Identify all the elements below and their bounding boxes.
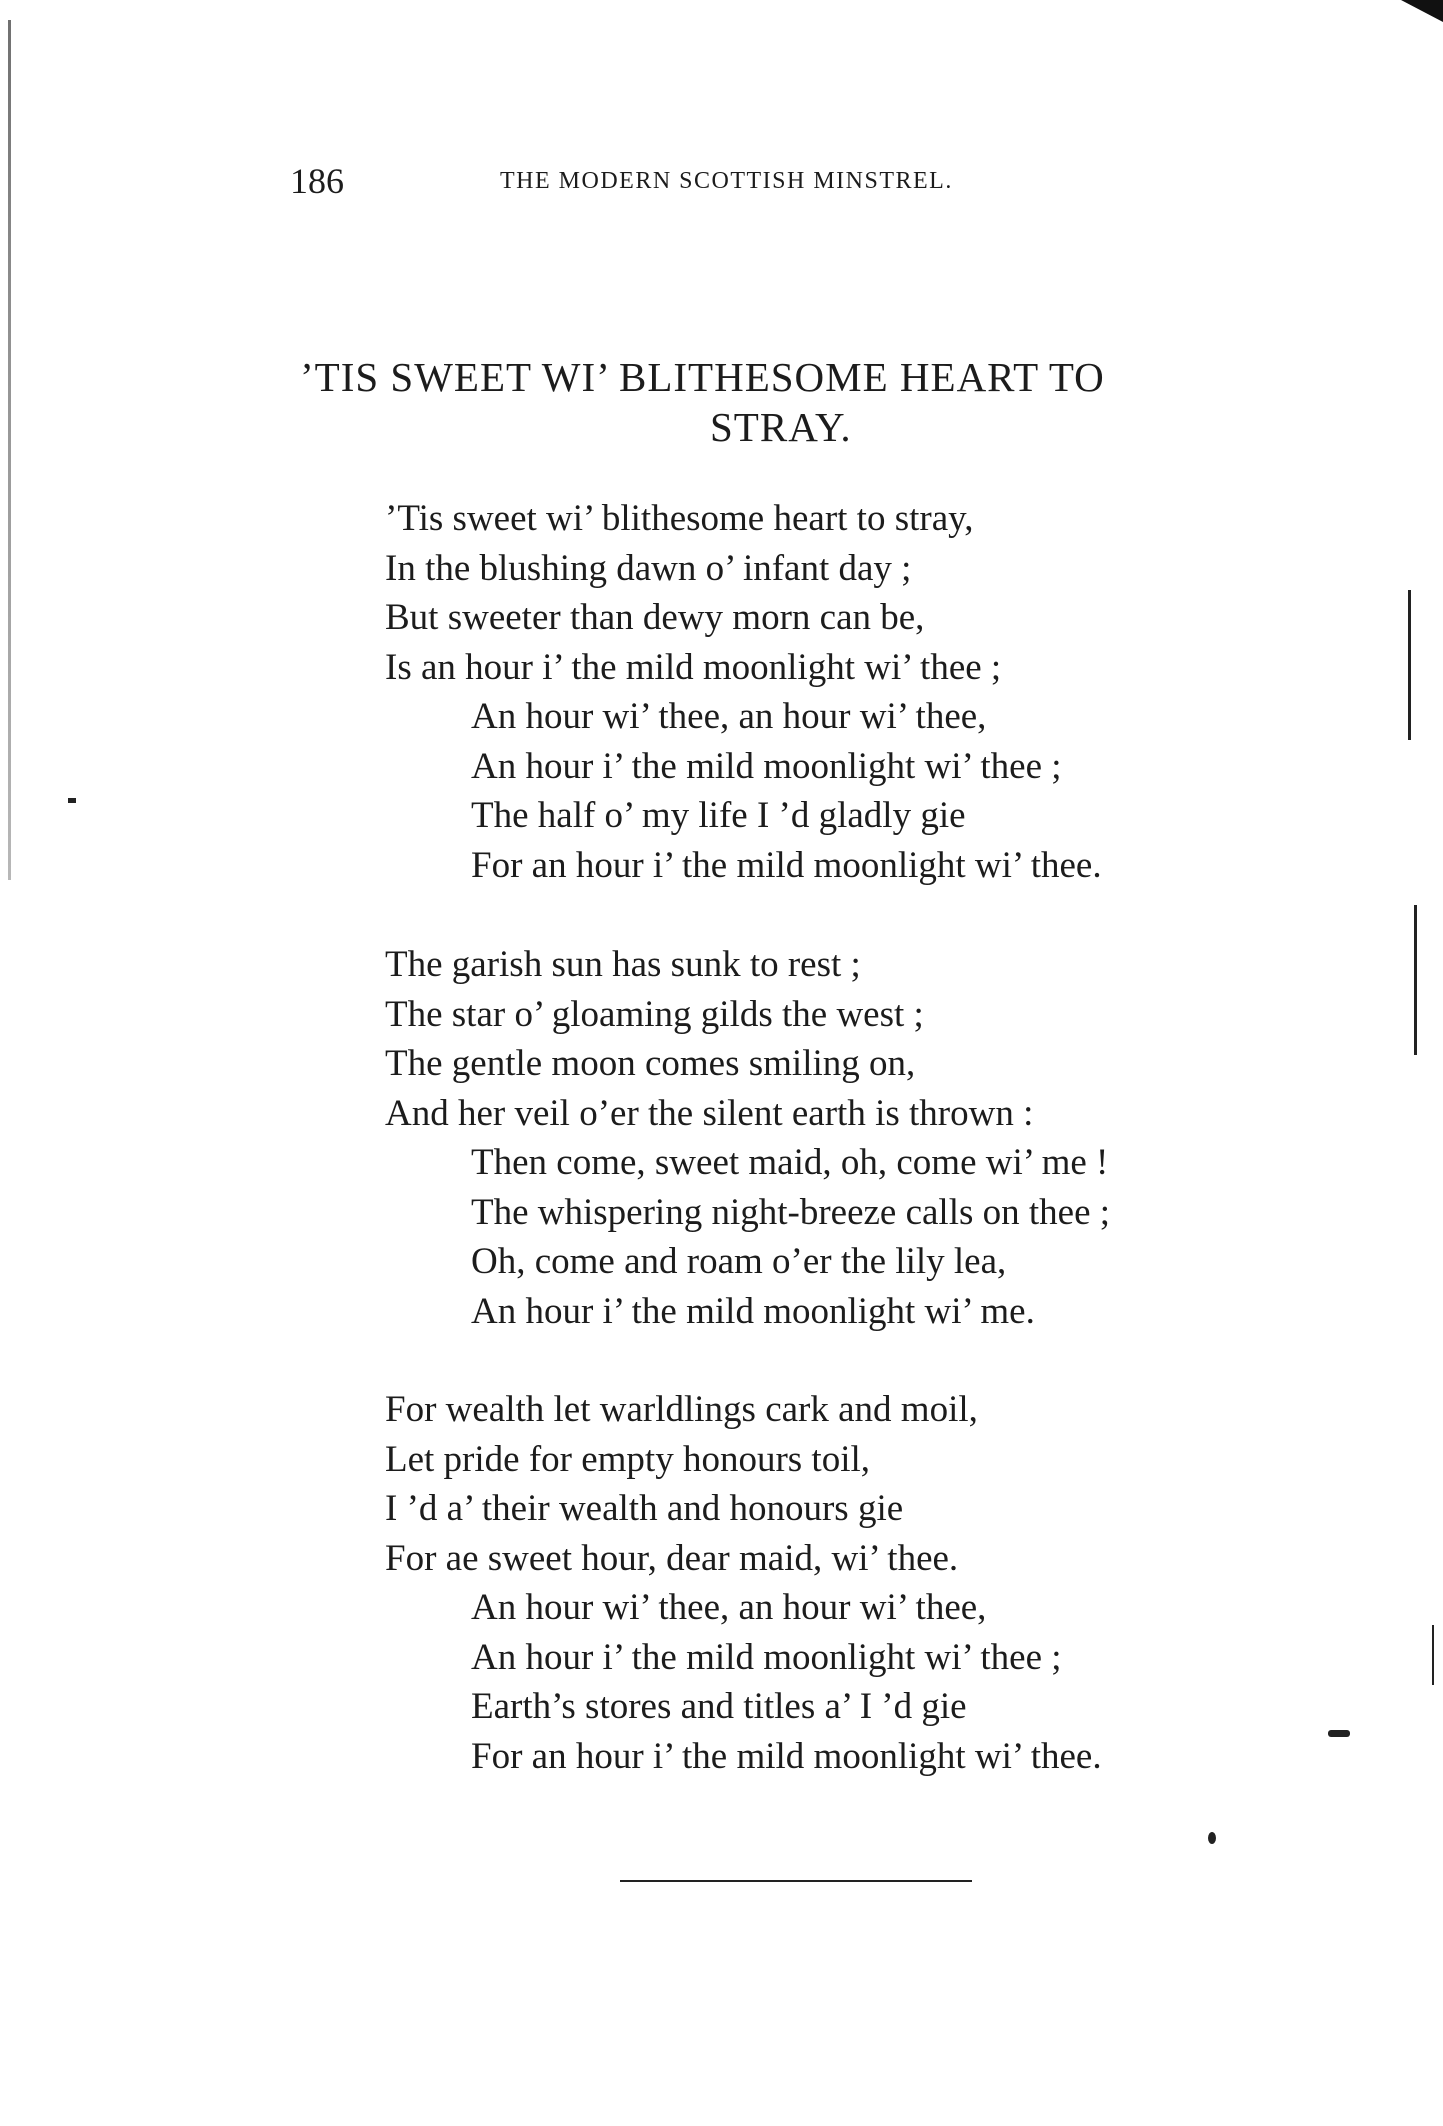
margin-mark [1408, 590, 1411, 740]
verse-line: Oh, come and roam o’er the lily lea, [471, 1241, 1007, 1282]
verse-line: In the blushing dawn o’ infant day ; [385, 547, 912, 589]
margin-mark [1432, 1625, 1434, 1685]
corner-mark [1401, 0, 1443, 22]
verse-line: For ae sweet hour, dear maid, wi’ thee. [385, 1537, 959, 1579]
verse-line: An hour i’ the mild moonlight wi’ me. [471, 1290, 1035, 1332]
verse-line: But sweeter than dewy morn can be, [385, 597, 925, 638]
verse-line: ’Tis sweet wi’ blithesome heart to stray, [385, 498, 974, 539]
margin-mark [1414, 905, 1417, 1055]
verse-line: For wealth let warldlings cark and moil, [385, 1389, 978, 1430]
verse-line: An hour wi’ thee, an hour wi’ thee, [471, 696, 987, 737]
running-head [290, 160, 1130, 200]
verse-line: Is an hour i’ the mild moonlight wi’ thee ; [385, 646, 1002, 688]
end-rule [620, 1880, 972, 1882]
stanza-3 [385, 1385, 1285, 1781]
margin-mark [68, 798, 76, 803]
stanza-1 [385, 494, 1285, 890]
verse-line: Earth’s stores and titles a’ I ’d gie [471, 1686, 967, 1727]
verse-line: An hour i’ the mild moonlight wi’ thee ; [471, 1636, 1062, 1678]
verse-line: The garish sun has sunk to rest ; [385, 944, 861, 985]
verse-line: For an hour i’ the mild moonlight wi’ thee. [471, 1735, 1102, 1777]
verse-line: And her veil o’er the silent earth is thrown : [385, 1092, 1034, 1134]
verse-line: For an hour i’ the mild moonlight wi’ thee. [471, 844, 1102, 886]
verse-line: The whispering night-breeze calls on thee ; [471, 1191, 1111, 1233]
verse-line: The star o’ gloaming gilds the west ; [385, 993, 924, 1035]
verse-line: An hour wi’ thee, an hour wi’ thee, [471, 1587, 987, 1628]
page-number: 186 [290, 161, 344, 201]
poem-title [300, 352, 1300, 452]
poem-title-line-1: ’TIS SWEET WI’ BLITHESOME HEART TO [300, 354, 1105, 400]
binding-edge [8, 20, 11, 880]
running-title: THE MODERN SCOTTISH MINSTREL. [500, 168, 953, 194]
poem-title-line-2: STRAY. [710, 404, 852, 450]
verse-line: An hour i’ the mild moonlight wi’ thee ; [471, 745, 1062, 787]
margin-mark [1208, 1832, 1216, 1844]
margin-mark [1328, 1730, 1350, 1737]
stanza-2 [385, 940, 1285, 1336]
verse-line: The gentle moon comes smiling on, [385, 1043, 916, 1084]
verse-line: I ’d a’ their wealth and honours gie [385, 1488, 904, 1529]
verse-line: The half o’ my life I ’d gladly gie [471, 795, 966, 836]
verse-line: Then come, sweet maid, oh, come wi’ me ! [471, 1142, 1109, 1183]
verse-line: Let pride for empty honours toil, [385, 1438, 871, 1480]
